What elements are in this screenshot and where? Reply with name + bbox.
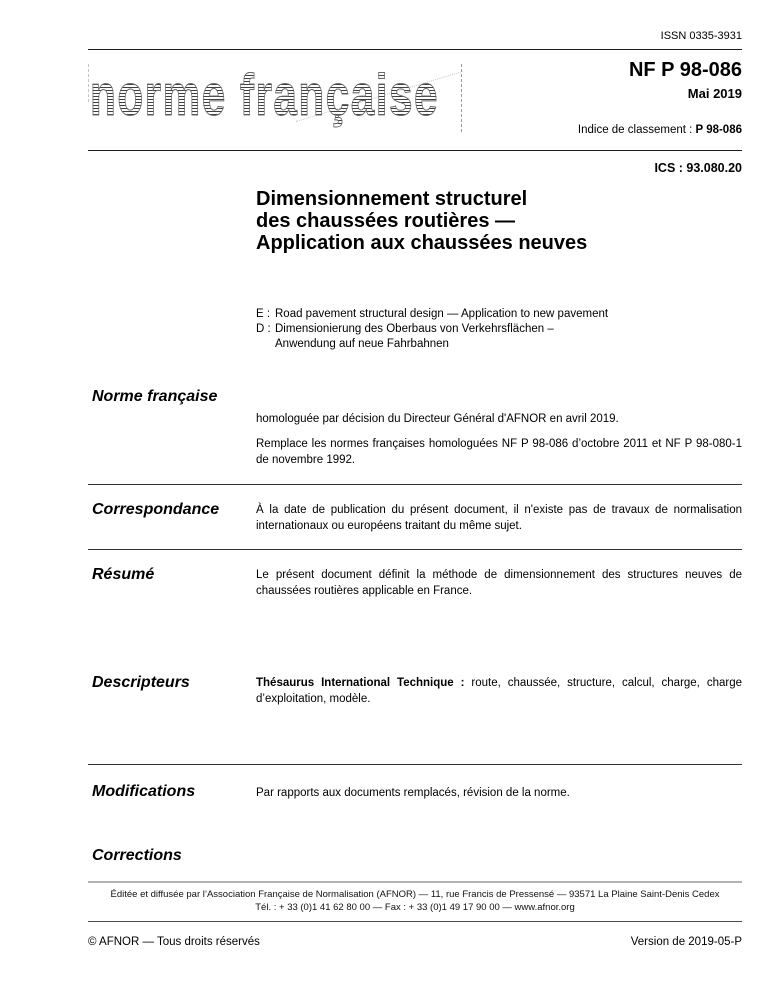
modifications-text: Par rapports aux documents remplacés, révision de la norme. (256, 787, 570, 799)
footer-version: Version de 2019-05-P (630, 936, 742, 948)
translation-english-text: Road pavement structural design — Application to new pavement (275, 308, 609, 320)
document-date: Mai 2019 (687, 86, 742, 101)
issn-number: ISSN 0335-3931 (660, 30, 742, 42)
footer-copyright: © AFNOR — Tous droits réservés (88, 936, 260, 948)
section-label-correspondance: Correspondance (92, 501, 220, 518)
descripteurs-text (256, 676, 742, 707)
descripteurs-thesaurus-label: Thésaurus International Technique : (256, 677, 472, 689)
classification-value: P 98-086 (695, 124, 742, 136)
header-top-rule (88, 49, 742, 50)
correspondance-text: À la date de publication du présent document, il n'existe pas de travaux de normalisation internationaux ou européens traitant du même sujet. (256, 504, 742, 532)
title-line-3: Application aux chaussées neuves (256, 232, 588, 254)
footer-publisher-line-1: Éditée et diffusée par l’Association Française de Normalisation (AFNOR) — 11, rue Francis de Pressensé — 93571 La Plaine Saint-Denis Cedex (110, 889, 720, 900)
translation-german-text-2: Anwendung auf neue Fahrbahnen (275, 338, 449, 350)
classification-label: Indice de classement : (577, 124, 696, 136)
document-title (256, 188, 587, 254)
logo-guide-right (461, 64, 462, 132)
title-line-2: des chaussées routières — (256, 210, 516, 232)
rule-above-correspondance (88, 484, 742, 485)
footer-publisher-line-2: Tél. : + 33 (0)1 41 62 80 00 — Fax : + 33 (0)1 49 17 90 00 — www.afnor.org (255, 901, 575, 913)
rule-above-modifications (88, 764, 742, 765)
descripteurs-keywords: route, chaussée, structure, calcul, charge, charge d’exploitation, modèle. (256, 677, 742, 705)
section-label-descripteurs: Descripteurs (92, 674, 190, 691)
translation-german-indent (256, 337, 275, 352)
document-number: NF P 98-086 (628, 59, 742, 81)
footer-top-rule (88, 881, 742, 883)
section-label-modifications: Modifications (92, 783, 196, 800)
logo-guide-left (88, 64, 89, 102)
translation-english-label: E : (256, 308, 271, 320)
resume-text: Le présent document définit la méthode de dimensionnement des structures neuves de chaussées routières applicable en France. (256, 569, 742, 597)
translation-german-label: D : (256, 323, 271, 335)
footer-bottom-rule (88, 921, 742, 922)
footer-publisher (88, 889, 742, 914)
title-line-1: Dimensionnement structurel (256, 188, 528, 210)
norme-paragraph-1: homologuée par décision du Directeur Général d'AFNOR en avril 2019. (256, 413, 619, 425)
translation-german-text-1: Dimensionierung des Oberbaus von Verkehrsflächen – (275, 323, 554, 335)
ics-code: ICS : 93.080.20 (654, 161, 742, 175)
translation-german-cont (256, 337, 608, 352)
section-label-norme-francaise: Norme française (92, 388, 218, 405)
rule-above-resume (88, 549, 742, 550)
header-bottom-rule (88, 150, 742, 151)
norme-paragraph-2: Remplace les normes françaises homologuées NF P 98-086 d’octobre 2011 et NF P 98-080-1 de novembre 1992. (256, 438, 742, 466)
section-label-resume: Résumé (92, 566, 155, 583)
translation-english (256, 307, 608, 322)
title-translations (256, 307, 608, 352)
translation-german (256, 322, 608, 337)
norme-francaise-logo: norme française (90, 63, 440, 128)
section-label-corrections: Corrections (92, 847, 182, 864)
classification-line (578, 124, 742, 136)
